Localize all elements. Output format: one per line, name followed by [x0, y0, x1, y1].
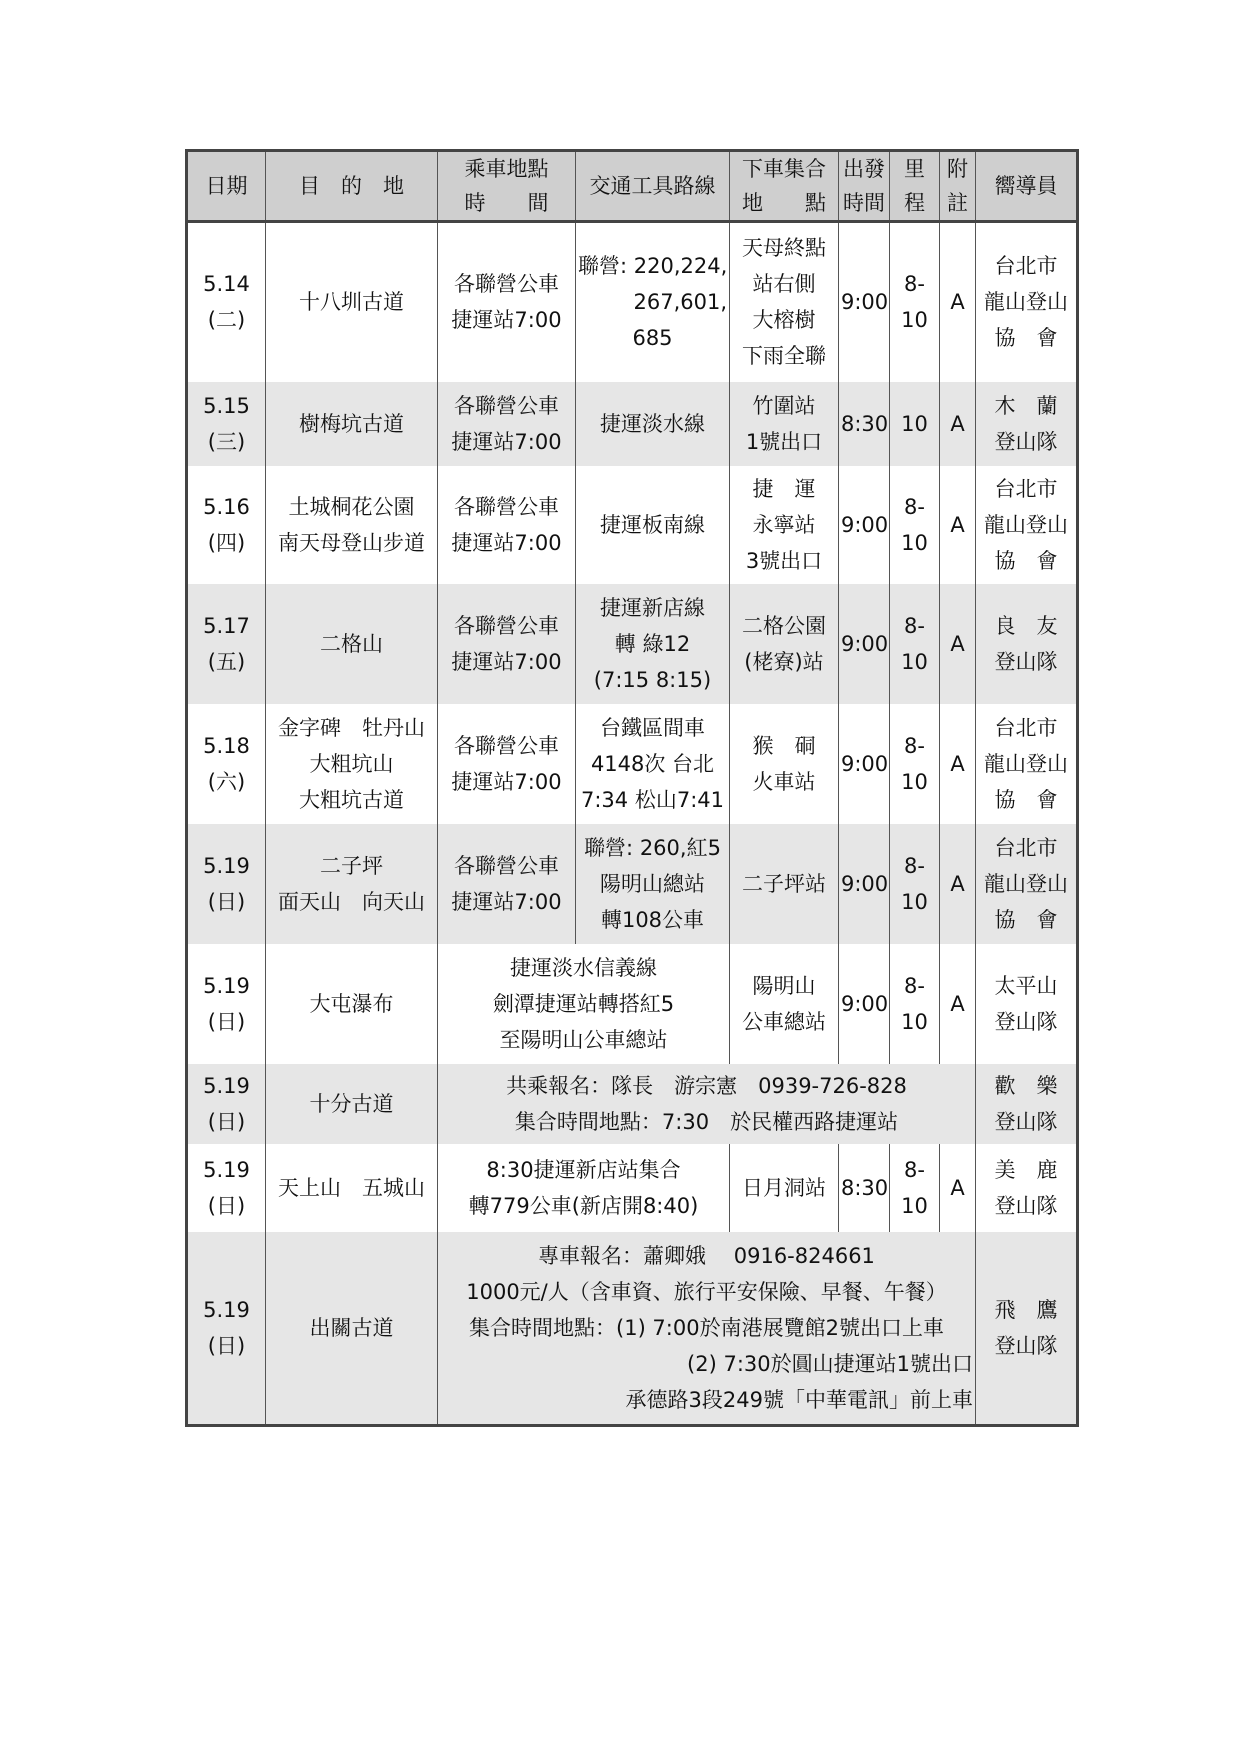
guide-cell-line: 登山隊: [994, 1009, 1058, 1034]
transport-cell-line: (7:15 8:15): [593, 667, 712, 692]
guide-cell-line: 龍山登山: [984, 871, 1068, 896]
registration-info-cell-line: 1000元/人（含車資、旅行平安保險、早餐、午餐）: [466, 1279, 947, 1304]
distance-cell: 8-10: [890, 824, 940, 944]
guide-cell-line: 協 會: [994, 548, 1058, 573]
date-cell-line: (日): [207, 889, 246, 914]
distance-cell: 8-10: [890, 584, 940, 704]
distance-cell: 8-10: [890, 704, 940, 824]
destination-cell: [266, 824, 438, 944]
distance-cell: 8-10: [890, 222, 940, 382]
meeting-point-cell: [730, 704, 839, 824]
date-cell-line: 5.19: [203, 1073, 250, 1098]
date-cell-line: 5.18: [203, 733, 250, 758]
destination-cell: [266, 222, 438, 382]
table-row: [187, 824, 1078, 944]
meeting-point-cell-line: 竹圍站: [752, 393, 816, 418]
date-cell: [187, 1064, 266, 1144]
guide-cell-line: 龍山登山: [984, 751, 1068, 776]
header-distance-line1: 里: [904, 157, 925, 181]
date-cell: [187, 584, 266, 704]
transport-cell-line: 捷運淡水線: [600, 411, 705, 436]
guide-cell-line: 台北市: [994, 254, 1058, 279]
guide-cell-line: 台北市: [994, 835, 1058, 860]
transport-cell: [576, 382, 730, 466]
header-boarding: [438, 151, 576, 222]
meeting-point-cell-line: 陽明山: [752, 973, 816, 998]
schedule-body: [187, 222, 1078, 1426]
date-cell: [187, 222, 266, 382]
guide-cell: [976, 944, 1078, 1064]
header-boarding-line1: 乘車地點: [464, 157, 549, 181]
table-row: [187, 1144, 1078, 1232]
date-cell-line: 5.17: [203, 613, 250, 638]
guide-cell-line: 木 蘭: [994, 393, 1058, 418]
meeting-point-cell-line: 永寧站: [752, 512, 816, 537]
meeting-point-cell-line: 日月洞站: [742, 1175, 826, 1200]
destination-cell-line: 十八圳古道: [299, 290, 404, 315]
header-meeting-line1: 下車集合: [742, 157, 826, 181]
guide-cell: [976, 584, 1078, 704]
date-cell: [187, 944, 266, 1064]
meeting-point-cell: [730, 824, 839, 944]
date-cell: [187, 824, 266, 944]
destination-cell: [266, 466, 438, 584]
date-cell-line: (日): [207, 1333, 246, 1358]
table-row: [187, 1232, 1078, 1426]
meeting-point-cell: [730, 382, 839, 466]
transport-cell-line: 267,601,: [633, 290, 727, 315]
transport-cell-line: 7:34 松山7:41: [581, 787, 724, 812]
date-cell: [187, 466, 266, 584]
header-row: [187, 151, 1078, 222]
boarding-cell-line: 各聯營公車: [454, 613, 559, 638]
boarding-cell-line: 捷運站7:00: [451, 769, 562, 794]
distance-cell: 8-10: [890, 466, 940, 584]
date-cell-line: (日): [207, 1193, 246, 1218]
guide-cell-line: 登山隊: [994, 1193, 1058, 1218]
meeting-point-cell: [730, 222, 839, 382]
note-cell: A: [940, 222, 976, 382]
guide-cell: [976, 1232, 1078, 1426]
route-cell-line: 至陽明山公車總站: [499, 1027, 668, 1052]
registration-info-cell-line: 集合時間地點：(1) 7:00於南港展覽館2號出口上車: [469, 1315, 944, 1340]
header-boarding-line2: 時 間: [464, 191, 549, 215]
table-row: [187, 382, 1078, 466]
route-cell-line: 捷運淡水信義線: [510, 955, 657, 980]
depart-time-cell: 8:30: [839, 1144, 890, 1232]
meeting-point-cell-line: 3號出口: [745, 548, 823, 573]
schedule-table: [185, 149, 1079, 1427]
header-guide: 嚮導員: [976, 151, 1078, 222]
header-note: [940, 151, 976, 222]
meeting-point-cell-line: 站右側: [752, 272, 816, 297]
boarding-cell: [438, 466, 576, 584]
note-cell: A: [940, 584, 976, 704]
date-cell-line: (六): [207, 769, 246, 794]
meeting-point-cell-line: 猴 硐: [752, 733, 816, 758]
meeting-point-cell-line: 公車總站: [742, 1009, 826, 1034]
date-cell-line: (日): [207, 1009, 246, 1034]
header-depart-line2: 時間: [843, 191, 885, 215]
depart-time-cell: 9:00: [839, 584, 890, 704]
date-cell-line: 5.19: [203, 1157, 250, 1182]
date-cell-line: (日): [207, 1109, 246, 1134]
destination-cell: [266, 382, 438, 466]
date-cell: [187, 382, 266, 466]
boarding-cell: [438, 382, 576, 466]
registration-info-cell-line: 專車報名：蕭卿娥 0916-824661: [538, 1243, 875, 1268]
destination-cell-line: 天上山 五城山: [278, 1175, 425, 1200]
guide-cell-line: 協 會: [994, 907, 1058, 932]
boarding-cell-line: 各聯營公車: [454, 393, 559, 418]
destination-cell: [266, 1232, 438, 1426]
registration-info-cell-line: 集合時間地點：7:30 於民權西路捷運站: [514, 1109, 899, 1134]
depart-time-cell: 9:00: [839, 944, 890, 1064]
meeting-point-cell: [730, 1144, 839, 1232]
transport-cell-line: 聯營: 220,224,: [578, 254, 728, 279]
depart-time-cell: 8:30: [839, 382, 890, 466]
header-distance: [890, 151, 940, 222]
guide-cell: [976, 222, 1078, 382]
date-cell-line: (五): [207, 649, 246, 674]
destination-cell-line: 南天母登山步道: [278, 530, 425, 555]
transport-cell-line: 聯營: 260,紅5: [584, 835, 721, 860]
distance-cell: 10: [890, 382, 940, 466]
distance-cell: 8-10: [890, 944, 940, 1064]
table-row: [187, 584, 1078, 704]
destination-cell-line: 大粗坑古道: [299, 787, 404, 812]
guide-cell-line: 美 鹿: [994, 1157, 1058, 1182]
guide-cell: [976, 466, 1078, 584]
date-cell: [187, 1232, 266, 1426]
transport-cell-line: 陽明山總站: [600, 871, 705, 896]
header-depart-line1: 出發: [843, 157, 885, 181]
transport-cell: [576, 704, 730, 824]
date-cell-line: (四): [207, 530, 246, 555]
meeting-point-cell-line: 下雨全聯: [742, 344, 826, 369]
guide-cell-line: 歡 樂: [994, 1073, 1058, 1098]
registration-info-cell-line: (2) 7:30於圓山捷運站1號出口: [687, 1351, 973, 1376]
distance-cell: 8-10: [890, 1144, 940, 1232]
boarding-cell-line: 各聯營公車: [454, 733, 559, 758]
date-cell-line: 5.19: [203, 853, 250, 878]
guide-cell: [976, 382, 1078, 466]
transport-cell: [576, 222, 730, 382]
meeting-point-cell-line: 天母終點: [742, 236, 826, 261]
destination-cell-line: 二子坪: [320, 853, 383, 878]
boarding-cell-line: 捷運站7:00: [451, 530, 562, 555]
destination-cell-line: 出關古道: [309, 1315, 394, 1340]
boarding-cell: [438, 824, 576, 944]
route-cell: [438, 1144, 730, 1232]
guide-cell-line: 登山隊: [994, 429, 1058, 454]
destination-cell: [266, 944, 438, 1064]
depart-time-cell: 9:00: [839, 222, 890, 382]
header-destination: 目 的 地: [266, 151, 438, 222]
transport-cell-line: 轉108公車: [600, 907, 705, 932]
meeting-point-cell-line: 1號出口: [745, 429, 823, 454]
transport-cell-line: 捷運板南線: [600, 512, 705, 537]
destination-cell-line: 大粗坑山: [309, 751, 394, 776]
guide-cell-line: 協 會: [994, 787, 1058, 812]
date-cell-line: 5.19: [203, 973, 250, 998]
header-note-line1: 附: [947, 157, 968, 181]
guide-cell-line: 登山隊: [994, 1109, 1058, 1134]
header-transport: 交通工具路線: [576, 151, 730, 222]
transport-cell: [576, 824, 730, 944]
depart-time-cell: 9:00: [839, 824, 890, 944]
meeting-point-cell: [730, 466, 839, 584]
date-cell-line: 5.16: [203, 494, 250, 519]
guide-cell: [976, 704, 1078, 824]
route-cell-line: 8:30捷運新店站集合: [486, 1157, 681, 1182]
registration-info-cell-line: 承德路3段249號「中華電訊」前上車: [625, 1387, 973, 1412]
registration-info-cell: [438, 1232, 976, 1426]
meeting-point-cell-line: 二格公園: [742, 613, 826, 638]
destination-cell: [266, 704, 438, 824]
header-meeting: [730, 151, 839, 222]
destination-cell: [266, 584, 438, 704]
table-row: [187, 704, 1078, 824]
guide-cell-line: 良 友: [994, 613, 1058, 638]
route-cell-line: 劍潭捷運站轉搭紅5: [492, 991, 675, 1016]
meeting-point-cell-line: 二子坪站: [742, 871, 826, 896]
guide-cell-line: 登山隊: [994, 649, 1058, 674]
table-row: [187, 222, 1078, 382]
destination-cell-line: 樹梅坑古道: [299, 411, 404, 436]
destination-cell-line: 十分古道: [309, 1091, 394, 1116]
meeting-point-cell-line: 火車站: [752, 769, 816, 794]
boarding-cell: [438, 704, 576, 824]
guide-cell: [976, 1144, 1078, 1232]
boarding-cell-line: 捷運站7:00: [451, 649, 562, 674]
note-cell: A: [940, 382, 976, 466]
guide-cell-line: 台北市: [994, 715, 1058, 740]
header-date: 日期: [187, 151, 266, 222]
table-row: [187, 944, 1078, 1064]
destination-cell-line: 土城桐花公園: [288, 494, 415, 519]
transport-cell: [576, 584, 730, 704]
transport-cell-line: 轉 綠12: [614, 631, 691, 656]
header-depart: [839, 151, 890, 222]
transport-cell-line: 685: [632, 326, 673, 351]
destination-cell-line: 金字碑 牡丹山: [278, 715, 425, 740]
boarding-cell-line: 捷運站7:00: [451, 308, 562, 333]
destination-cell-line: 大屯瀑布: [309, 991, 394, 1016]
route-cell: [438, 944, 730, 1064]
table-row: [187, 1064, 1078, 1144]
guide-cell-line: 太平山: [994, 973, 1058, 998]
boarding-cell: [438, 222, 576, 382]
date-cell-line: 5.14: [203, 272, 250, 297]
depart-time-cell: 9:00: [839, 704, 890, 824]
guide-cell: [976, 1064, 1078, 1144]
meeting-point-cell-line: 捷 運: [752, 476, 816, 501]
transport-cell-line: 4148次 台北: [590, 751, 715, 776]
boarding-cell-line: 捷運站7:00: [451, 429, 562, 454]
guide-cell-line: 龍山登山: [984, 512, 1068, 537]
note-cell: A: [940, 944, 976, 1064]
guide-cell: [976, 824, 1078, 944]
note-cell: A: [940, 704, 976, 824]
registration-info-cell-line: 共乘報名：隊長 游宗憲 0939-726-828: [506, 1073, 907, 1098]
note-cell: A: [940, 466, 976, 584]
depart-time-cell: 9:00: [839, 466, 890, 584]
boarding-cell-line: 各聯營公車: [454, 272, 559, 297]
note-cell: A: [940, 1144, 976, 1232]
meeting-point-cell: [730, 944, 839, 1064]
destination-cell-line: 面天山 向天山: [278, 889, 425, 914]
table-row: [187, 466, 1078, 584]
guide-cell-line: 台北市: [994, 476, 1058, 501]
boarding-cell: [438, 584, 576, 704]
meeting-point-cell: [730, 584, 839, 704]
route-cell-line: 轉779公車(新店開8:40): [468, 1193, 699, 1218]
meeting-point-cell-line: (栳寮)站: [744, 649, 824, 674]
date-cell-line: 5.15: [203, 393, 250, 418]
guide-cell-line: 飛 鷹: [994, 1297, 1058, 1322]
transport-cell-line: 台鐵區間車: [600, 715, 705, 740]
date-cell: [187, 1144, 266, 1232]
boarding-cell-line: 捷運站7:00: [451, 889, 562, 914]
header-note-line2: 註: [947, 191, 968, 215]
destination-cell-line: 二格山: [320, 631, 383, 656]
destination-cell: [266, 1144, 438, 1232]
guide-cell-line: 協 會: [994, 326, 1058, 351]
registration-info-cell: [438, 1064, 976, 1144]
date-cell: [187, 704, 266, 824]
header-distance-line2: 程: [904, 191, 925, 215]
transport-cell: [576, 466, 730, 584]
date-cell-line: (二): [207, 308, 246, 333]
note-cell: A: [940, 824, 976, 944]
transport-cell-line: 捷運新店線: [600, 595, 705, 620]
boarding-cell-line: 各聯營公車: [454, 494, 559, 519]
destination-cell: [266, 1064, 438, 1144]
guide-cell-line: 登山隊: [994, 1333, 1058, 1358]
date-cell-line: 5.19: [203, 1297, 250, 1322]
date-cell-line: (三): [207, 429, 246, 454]
header-meeting-line2: 地 點: [742, 191, 826, 215]
boarding-cell-line: 各聯營公車: [454, 853, 559, 878]
guide-cell-line: 龍山登山: [984, 290, 1068, 315]
meeting-point-cell-line: 大榕樹: [752, 308, 816, 333]
